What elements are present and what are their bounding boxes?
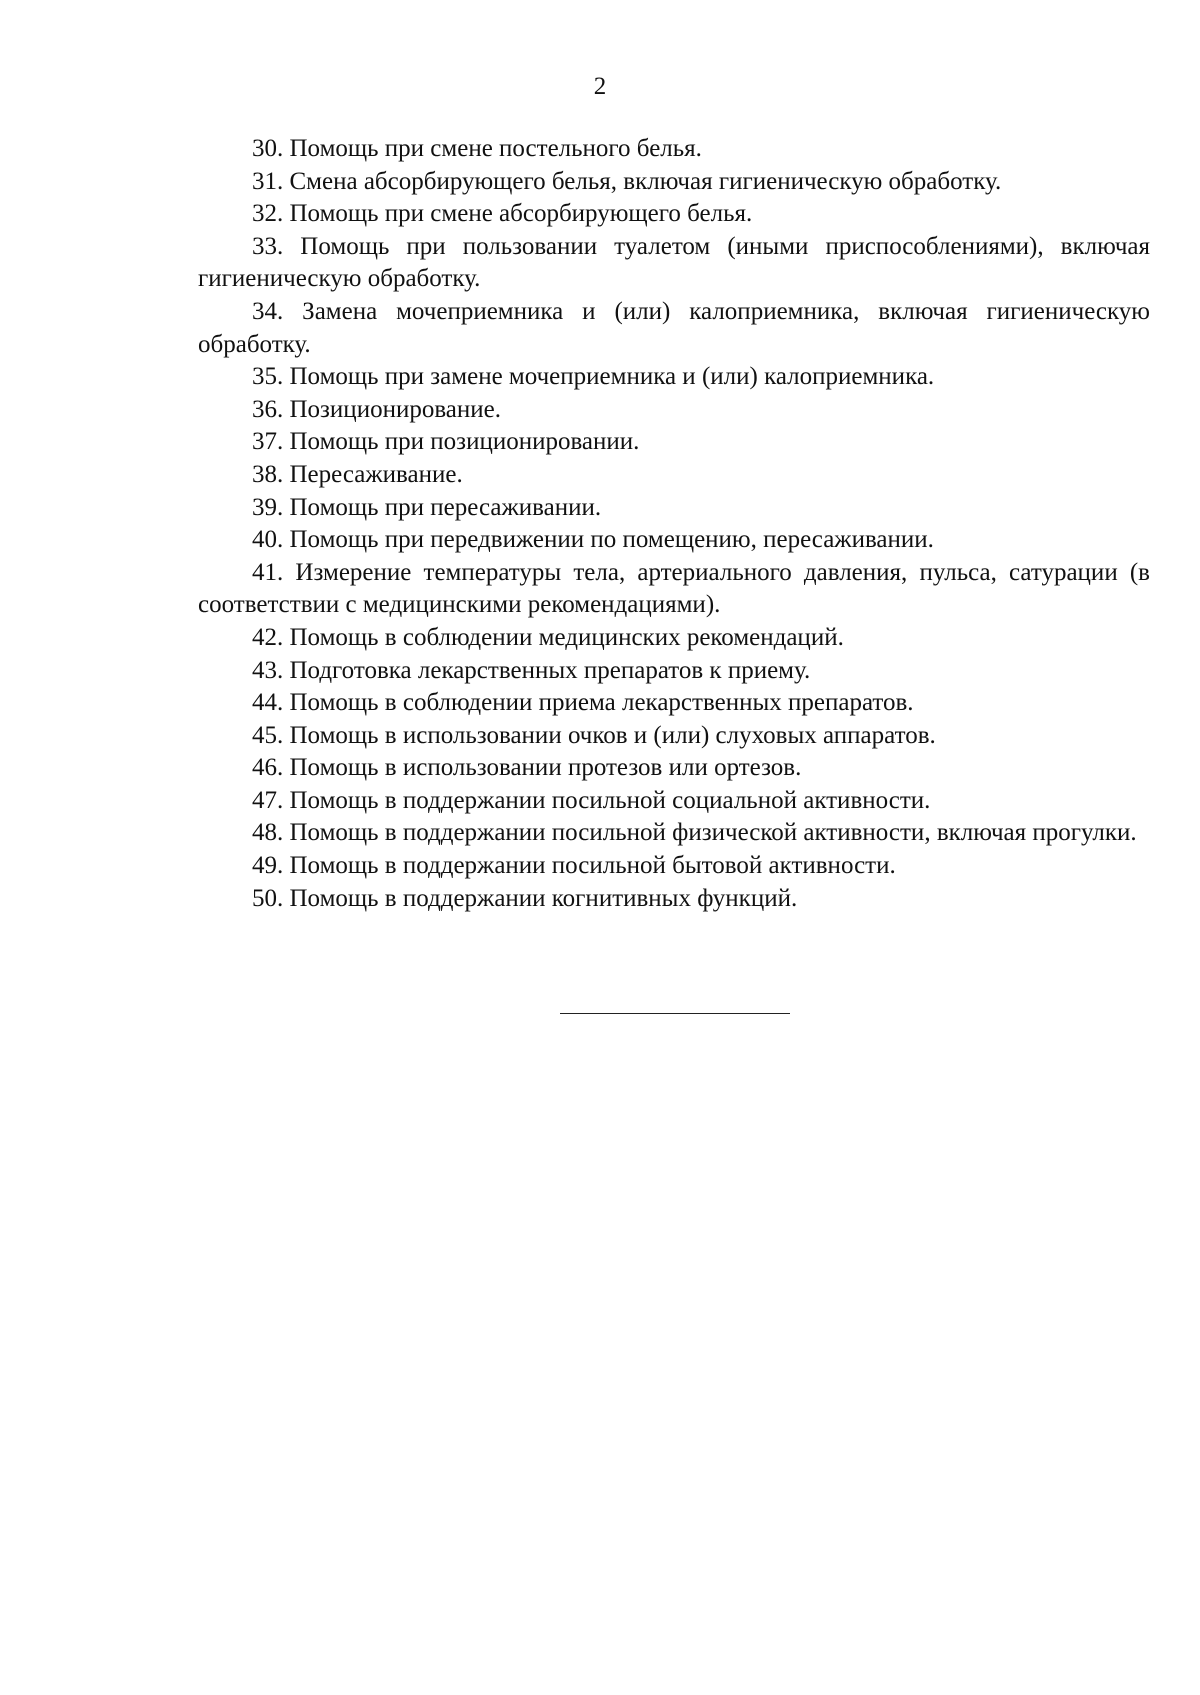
services-list xyxy=(198,133,1150,915)
list-item-46: 46. Помощь в использовании протезов или ортезов. xyxy=(252,754,802,782)
list-item-39: 39. Помощь при пересаживании. xyxy=(252,493,602,521)
list-item-42: 42. Помощь в соблюдении медицинских рекомендаций. xyxy=(252,623,844,651)
list-item-31: 31. Смена абсорбирующего белья, включая гигиеническую обработку. xyxy=(252,167,1002,195)
list-item-48: 48. Помощь в поддержании посильной физической активности, включая прогулки. xyxy=(252,819,1137,847)
list-item-47: 47. Помощь в поддержании посильной социальной активности. xyxy=(252,786,931,814)
list-item-45: 45. Помощь в использовании очков и (или) слуховых аппаратов. xyxy=(252,721,936,749)
list-item-32: 32. Помощь при смене абсорбирующего белья. xyxy=(252,200,753,228)
list-item-44: 44. Помощь в соблюдении приема лекарственных препаратов. xyxy=(252,689,914,717)
list-item-37: 37. Помощь при позиционировании. xyxy=(252,428,640,456)
list-item-49: 49. Помощь в поддержании посильной бытовой активности. xyxy=(252,852,896,880)
page-number: 2 xyxy=(593,73,607,100)
list-item-41: 41. Измерение температуры тела, артериального давления, пульса, сатурации (в соответствии с медицинскими рекомендациями). xyxy=(198,558,1150,619)
list-item-38: 38. Пересаживание. xyxy=(252,460,463,488)
list-item-36: 36. Позиционирование. xyxy=(252,395,501,423)
list-item-43: 43. Подготовка лекарственных препаратов к приему. xyxy=(252,656,811,684)
list-item-33: 33. Помощь при пользовании туалетом (иными приспособлениями), включая гигиеническую обработку. xyxy=(198,232,1150,293)
end-separator-line xyxy=(560,1013,790,1014)
list-item-35: 35. Помощь при замене мочеприемника и (или) калоприемника. xyxy=(252,363,935,391)
list-item-34: 34. Замена мочеприемника и (или) калоприемника, включая гигиеническую обработку. xyxy=(198,297,1150,358)
list-item-50: 50. Помощь в поддержании когнитивных функций. xyxy=(252,884,798,912)
list-item-30: 30. Помощь при смене постельного белья. xyxy=(252,135,702,162)
list-item-40: 40. Помощь при передвижении по помещению, пересаживании. xyxy=(252,526,934,554)
